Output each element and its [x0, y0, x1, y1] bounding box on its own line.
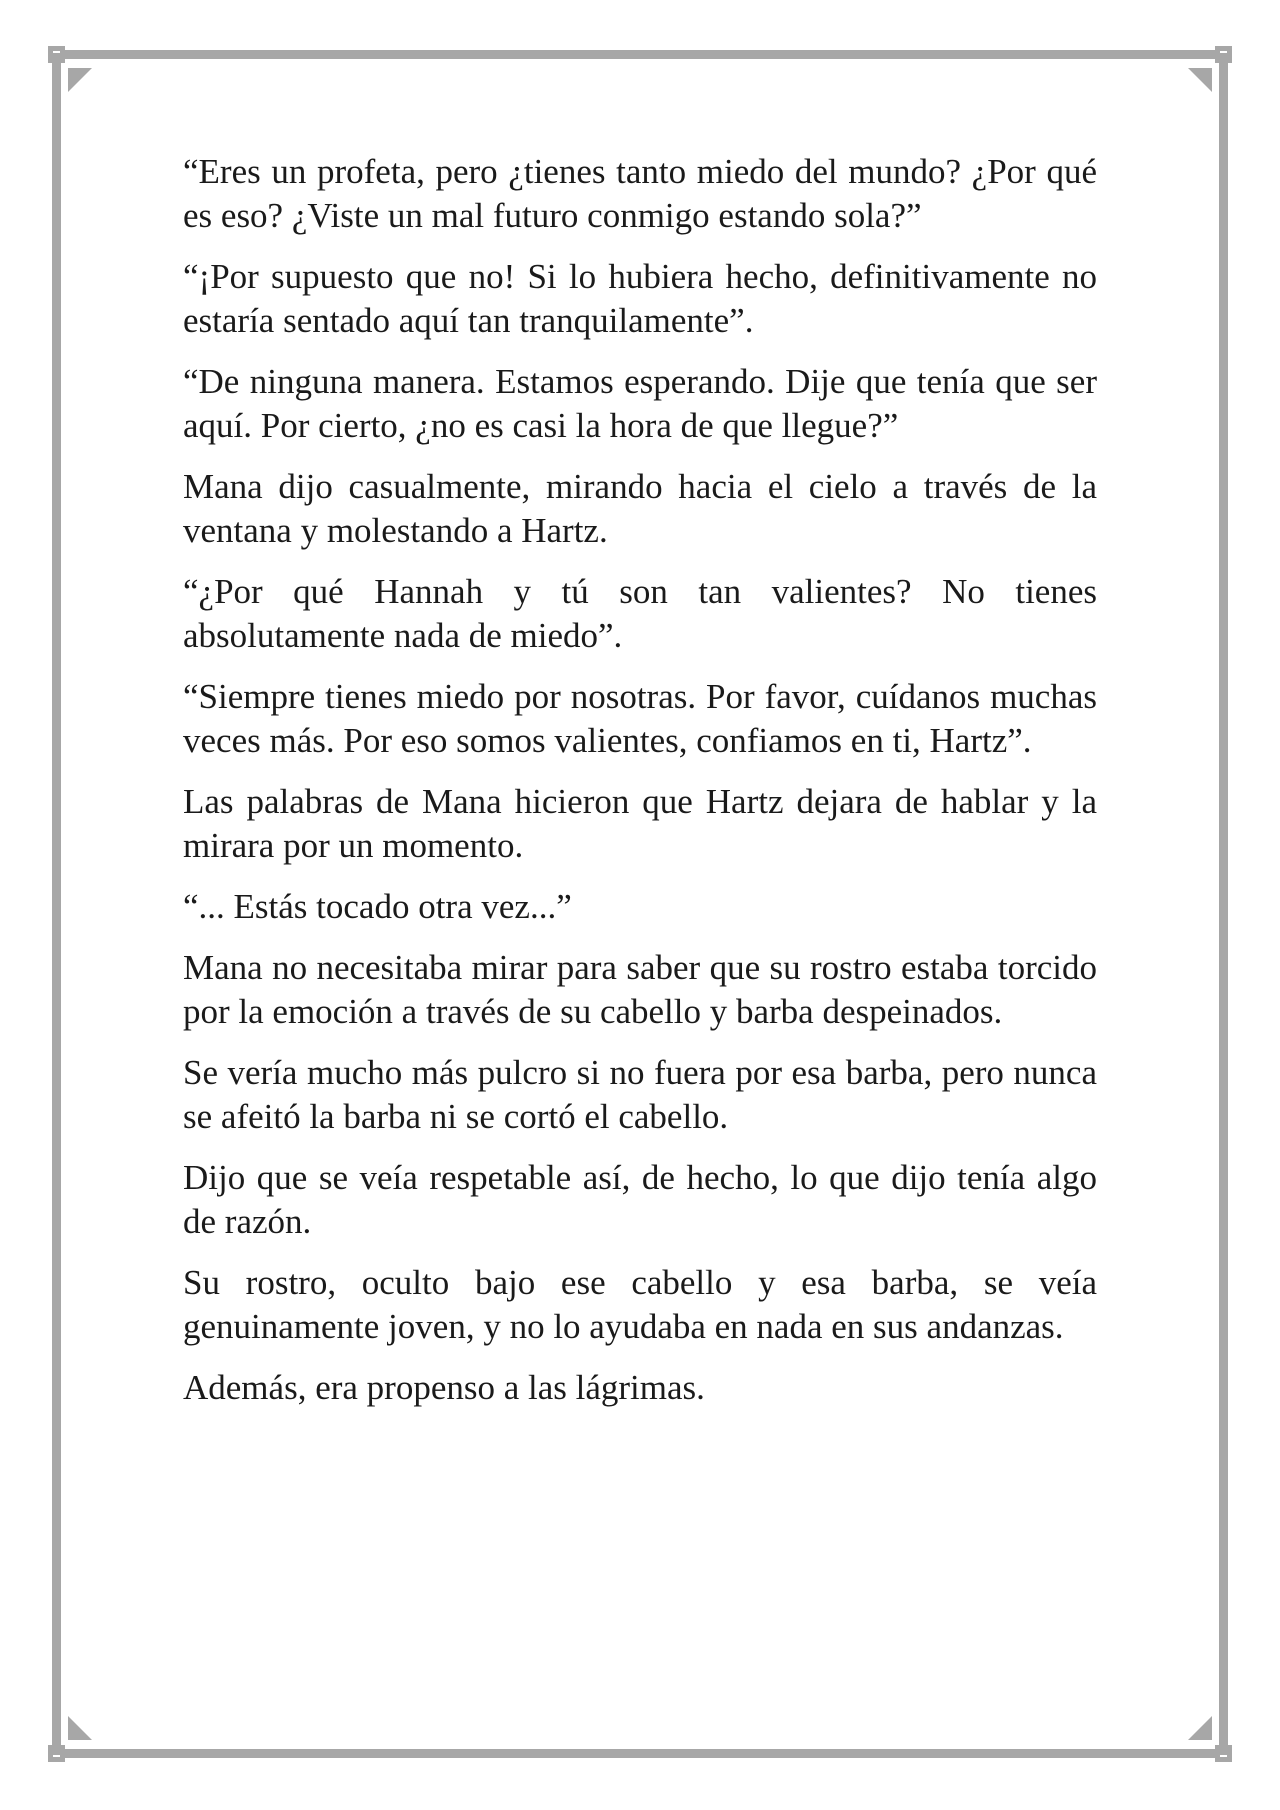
paragraph: “... Estás tocado otra vez...” — [183, 887, 572, 926]
body-text — [183, 150, 1097, 1427]
paragraph: Mana no necesitaba mirar para saber que su rostro estaba torcido por la emoción a través de su cabello y barba despeinados. — [183, 948, 1097, 1031]
paragraph: “De ninguna manera. Estamos esperando. Dije que tenía que ser aquí. Por cierto, ¿no es casi la hora de que llegue?” — [183, 362, 1097, 445]
paragraph: Se vería mucho más pulcro si no fuera por esa barba, pero nunca se afeitó la barba ni se cortó el cabello. — [183, 1053, 1097, 1136]
paragraph: Además, era propenso a las lágrimas. — [183, 1368, 705, 1407]
paragraph: “¿Por qué Hannah y tú son tan valientes? No tienes absolutamente nada de miedo”. — [183, 572, 1097, 655]
paragraph: Dijo que se veía respetable así, de hecho, lo que dijo tenía algo de razón. — [183, 1158, 1097, 1241]
paragraph: “¡Por supuesto que no! Si lo hubiera hecho, definitivamente no estaría sentado aquí tan tranquilamente”. — [183, 257, 1097, 340]
paragraph: Su rostro, oculto bajo ese cabello y esa barba, se veía genuinamente joven, y no lo ayudaba en nada en sus andanzas. — [183, 1263, 1097, 1346]
paragraph: Las palabras de Mana hicieron que Hartz dejara de hablar y la mirara por un momento. — [183, 782, 1097, 865]
paragraph: “Siempre tienes miedo por nosotras. Por favor, cuídanos muchas veces más. Por eso somos valientes, confiamos en ti, Hartz”. — [183, 677, 1097, 760]
paragraph: “Eres un profeta, pero ¿tienes tanto miedo del mundo? ¿Por qué es eso? ¿Viste un mal futuro conmigo estando sola?” — [183, 152, 1097, 235]
paragraph: Mana dijo casualmente, mirando hacia el cielo a través de la ventana y molestando a Hartz. — [183, 467, 1097, 550]
